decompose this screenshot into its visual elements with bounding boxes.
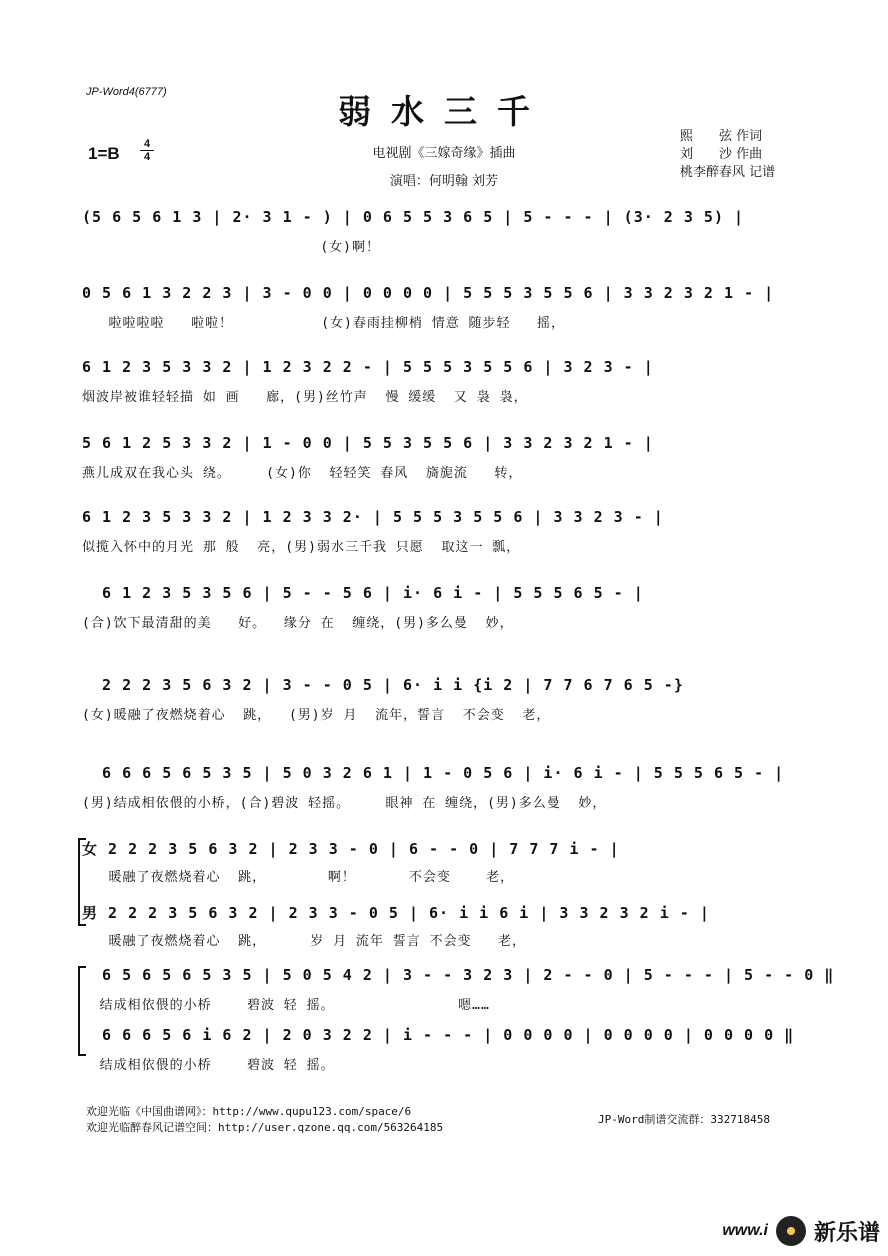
notation-line: 女 2 2 2 3 5 6 3 2 | 2 3 3 - 0 | 6 - - 0 | 7 7 7 i - | <box>82 840 620 858</box>
duet-bracket <box>78 838 86 926</box>
notation-line: 2 2 2 3 5 6 3 2 | 3 - - 0 5 | 6· i i {i 2 | 7 7 6 7 6 5 -} <box>82 676 684 694</box>
footer-group: JP-Word制谱交流群：332718458 <box>598 1113 770 1126</box>
footer-link-1[interactable]: 欢迎光临《中国曲谱网》：http://www.qupu123.com/space/6 <box>86 1105 412 1118</box>
composer: 刘 沙 作曲 <box>680 147 763 162</box>
watermark-url: www.i <box>722 1222 768 1239</box>
notation-line: 0 5 6 1 3 2 2 3 | 3 - 0 0 | 0 0 0 0 | 5 5 5 3 5 5 6 | 3 3 2 3 2 1 - | <box>82 284 775 302</box>
notation-line: 男 2 2 2 3 5 6 3 2 | 2 3 3 - 0 5 | 6· i i 6 i | 3 3 2 3 2 i - | <box>82 904 710 922</box>
app-id: JP-Word4(6777) <box>86 86 167 98</box>
lyrics-line: (男)结成相依偎的小桥，(合)碧波 轻摇。 眼神 在 缠绕，(男)多么曼 妙， <box>82 796 607 811</box>
watermark-brand: 新乐谱 <box>813 1220 880 1246</box>
notation-line: 6 1 2 3 5 3 3 2 | 1 2 3 2 2 - | 5 5 5 3 5 5 6 | 3 2 3 - | <box>82 358 654 376</box>
notation-line: 6 6 6 5 6 i 6 2 | 2 0 3 2 2 | i - - - | 0 0 0 0 | 0 0 0 0 | 0 0 0 0 ‖ <box>82 1026 795 1044</box>
lyrics-line: 结成相依偎的小桥 碧波 轻 摇。 <box>82 1058 335 1073</box>
subtitle: 电视剧《三嫁奇缘》插曲 <box>372 146 516 161</box>
lyrics-line: (女)啊！ <box>82 240 380 255</box>
notation-line: 5 6 1 2 5 3 3 2 | 1 - 0 0 | 5 5 3 5 5 6 | 3 3 2 3 2 1 - | <box>82 434 654 452</box>
footer-link-2[interactable]: 欢迎光临醉春风记谱空间：http://user.qzone.qq.com/563264185 <box>86 1121 444 1134</box>
lyrics-line: 似揽入怀中的月光 那 般 亮，(男)弱水三千我 只愿 取这一 瓢， <box>82 540 521 555</box>
lyrics-line: 啦啦啦啦 啦啦！ (女)春雨挂柳梢 情意 随步轻 摇， <box>82 316 566 331</box>
page-title: 弱水三千 <box>338 92 550 131</box>
lyrics-line: 暖融了夜燃烧着心 跳， 啊！ 不会变 老， <box>82 870 515 885</box>
lyrics-line: 烟波岸被谁轻轻描 如 画 廊，(男)丝竹声 慢 缓缓 又 袅 袅， <box>82 390 528 405</box>
notation-line: (5 6 5 6 1 3 | 2· 3 1 - ) | 0 6 5 5 3 6 5 | 5 - - - | (3· 2 3 5) | <box>82 208 745 226</box>
lyrics-line: 结成相依偎的小桥 碧波 轻 摇。 嗯…… <box>82 998 490 1013</box>
key-signature: 1=B <box>88 144 120 163</box>
credits <box>680 128 775 182</box>
lyrics-line: (女)暖融了夜燃烧着心 跳， (男)岁 月 流年，誓言 不会变 老， <box>82 708 551 723</box>
notation-line: 6 1 2 3 5 3 3 2 | 1 2 3 3 2· | 5 5 5 3 5 5 6 | 3 3 2 3 - | <box>82 508 664 526</box>
lyrics-line: 燕儿成双在我心头 绕。 (女)你 轻轻笑 春风 旖旎流 转， <box>82 466 523 481</box>
notation-line: 6 1 2 3 5 3 5 6 | 5 - - 5 6 | i· 6 i - | 5 5 5 6 5 - | <box>82 584 644 602</box>
notation-line: 6 5 6 5 6 5 3 5 | 5 0 5 4 2 | 3 - - 3 2 3 | 2 - - 0 | 5 - - - | 5 - - 0 ‖ <box>82 966 835 984</box>
footer-links <box>86 1104 443 1136</box>
transcriber: 桃李醉春风 记谱 <box>680 165 776 180</box>
meter-top: 4 <box>143 138 151 150</box>
meter-bottom: 4 <box>140 150 154 163</box>
music-disc-icon <box>776 1216 806 1246</box>
final-bracket <box>78 966 86 1056</box>
lyrics-line: (合)饮下最清甜的美 好。 缘分 在 缠绕，(男)多么曼 妙， <box>82 616 514 631</box>
lyrics-line: 暖融了夜燃烧着心 跳， 岁 月 流年 誓言 不会变 老， <box>82 934 527 949</box>
singers: 演唱：何明翰 刘芳 <box>389 174 499 189</box>
lyricist: 熙 弦 作词 <box>680 129 763 144</box>
watermark-logo <box>722 1214 880 1248</box>
notation-line: 6 6 6 5 6 5 3 5 | 5 0 3 2 6 1 | 1 - 0 5 6 | i· 6 i - | 5 5 5 6 5 - | <box>82 764 785 782</box>
